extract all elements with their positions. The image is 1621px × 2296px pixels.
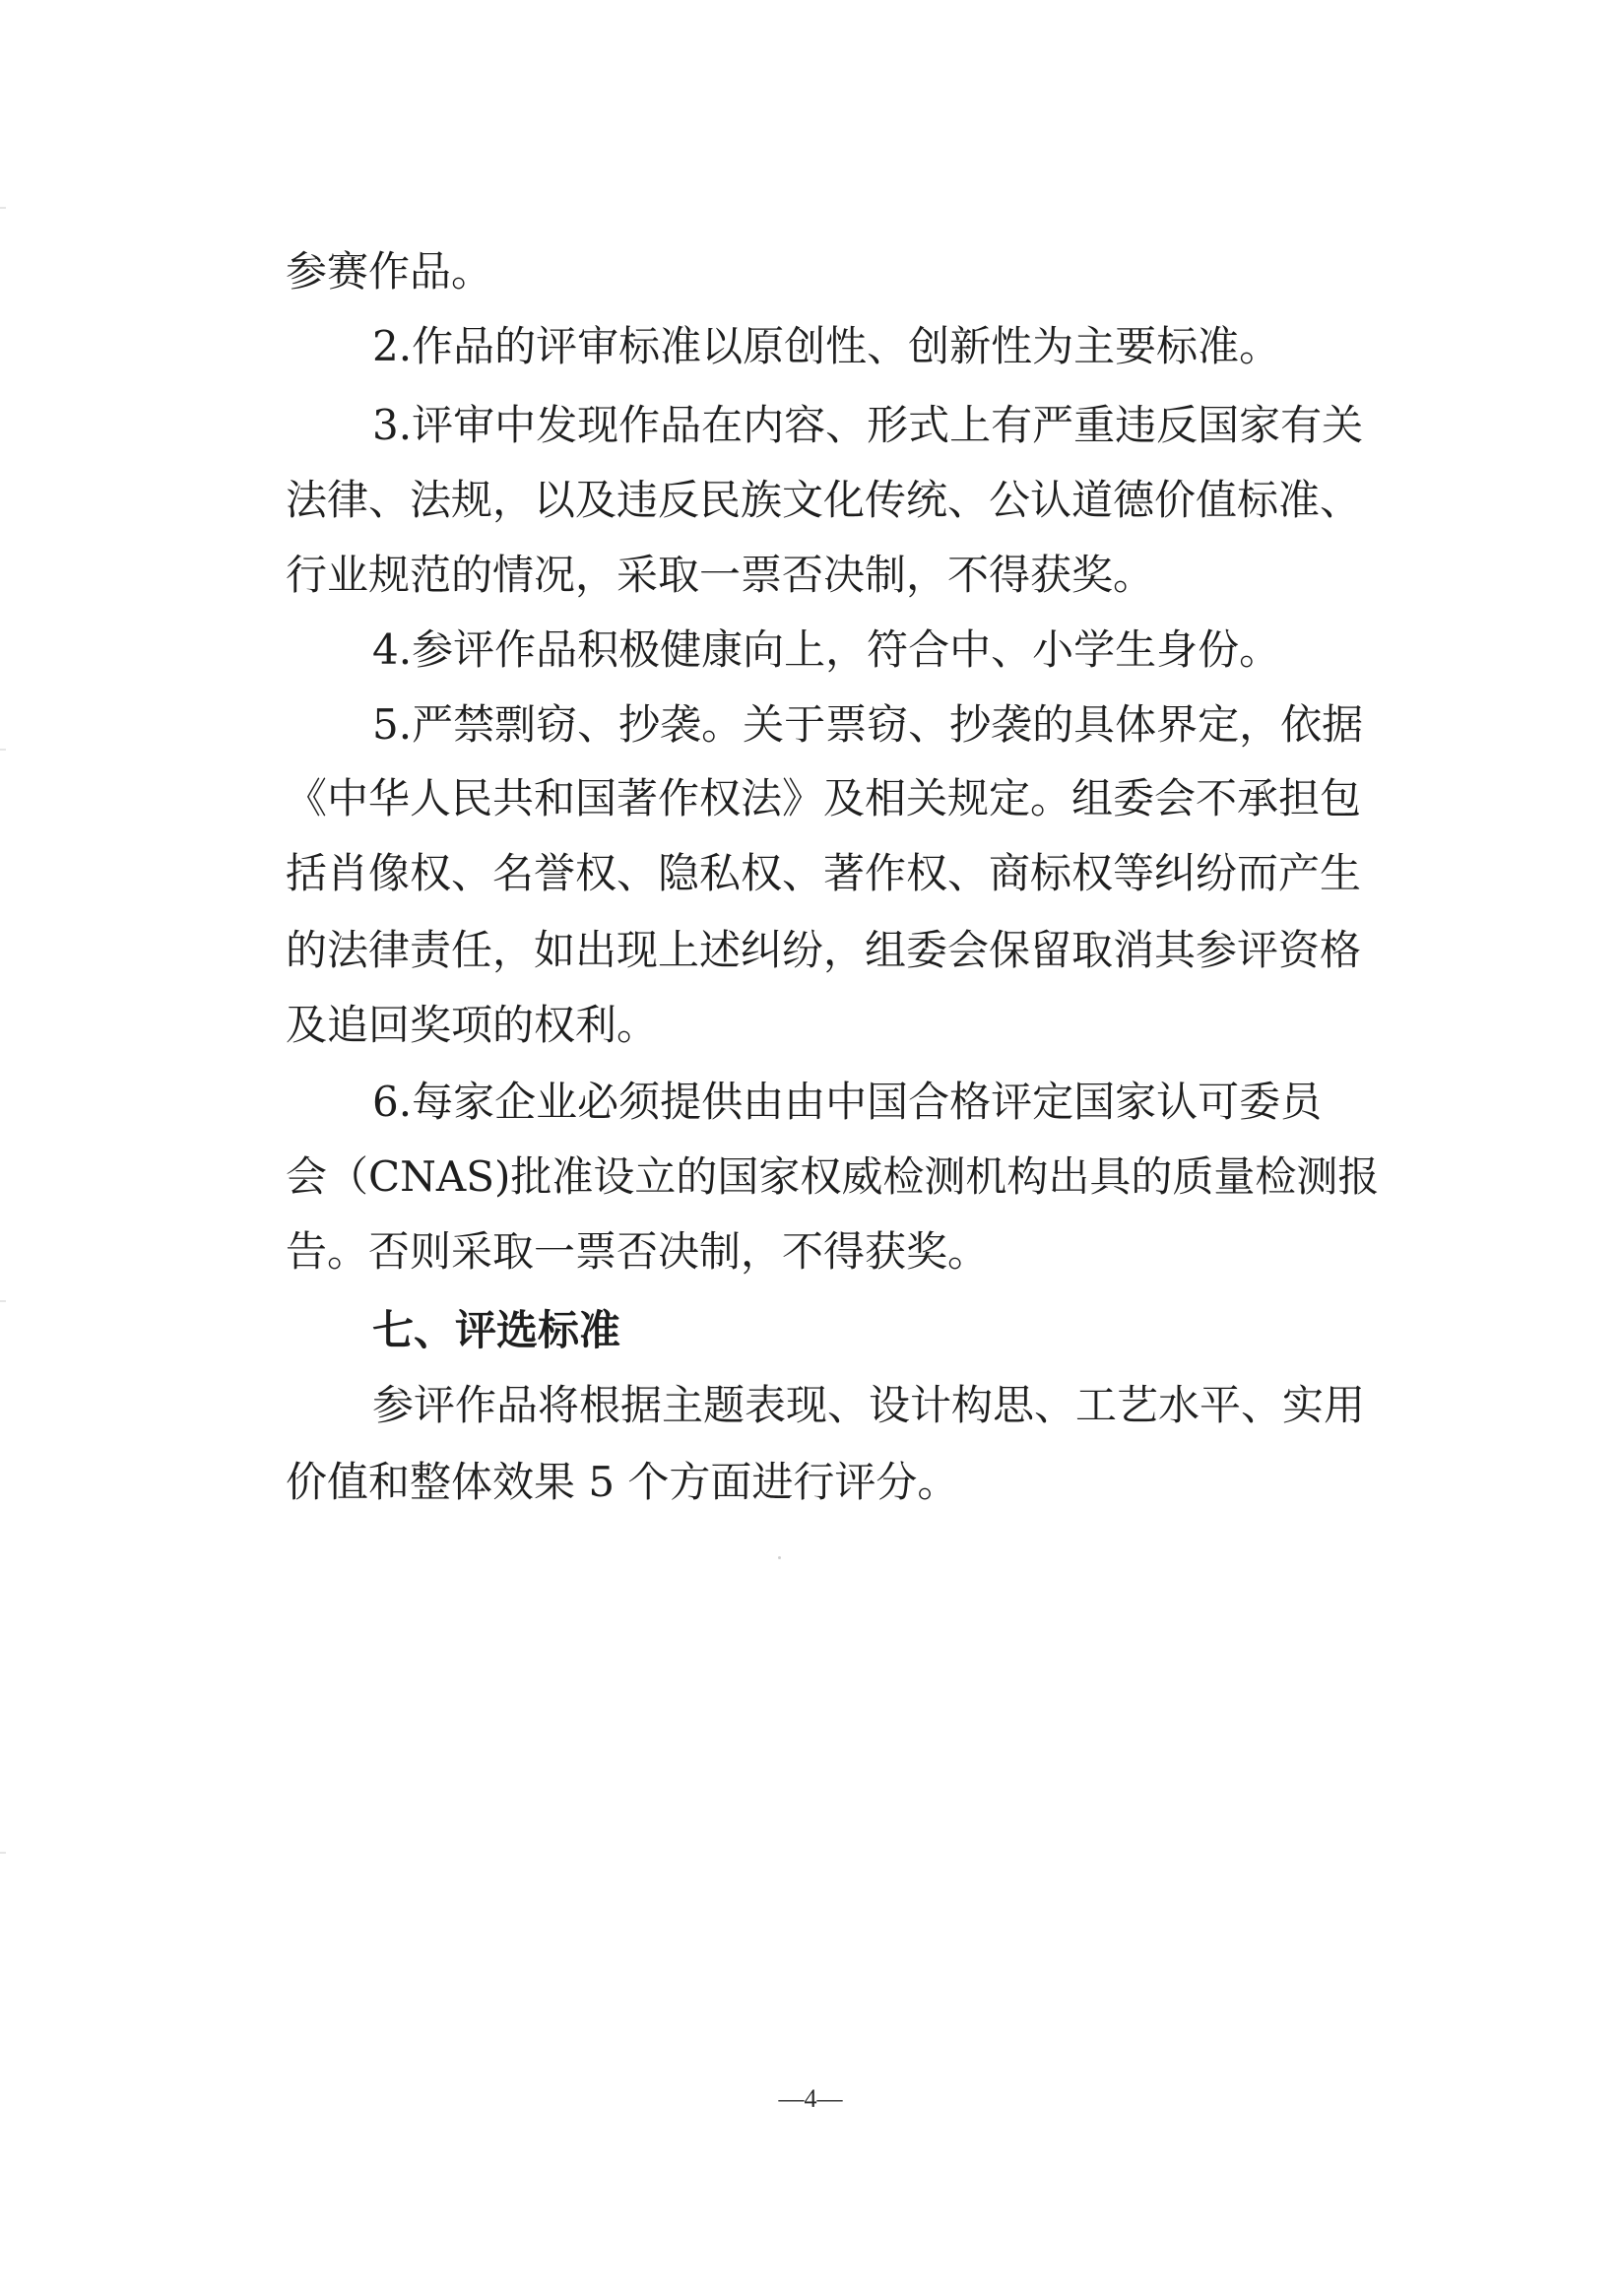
paragraph-line: 法律、法规，以及违反民族文化传统、公认道德价值标准、 bbox=[286, 476, 1362, 524]
paragraph-line: 6.每家企业必须提供由由中国合格评定国家认可委员 bbox=[372, 1078, 1323, 1126]
scan-edge-mark bbox=[0, 1300, 6, 1302]
paragraph-line: 2.作品的评审标准以原创性、创新性为主要标准。 bbox=[372, 322, 1281, 370]
paragraph-line: 3.评审中发现作品在内容、形式上有严重违反国家有关 bbox=[372, 401, 1364, 449]
scan-edge-mark bbox=[0, 207, 6, 209]
scan-speck bbox=[778, 1556, 781, 1559]
paragraph-line: 《中华人民共和国著作权法》及相关规定。组委会不承担包 bbox=[286, 774, 1362, 822]
paragraph-line: 及追回奖项的权利。 bbox=[286, 1001, 659, 1049]
paragraph-line: 括肖像权、名誉权、隐私权、著作权、商标权等纠纷而产生 bbox=[286, 849, 1362, 897]
scan-edge-mark bbox=[0, 749, 6, 751]
paragraph-line: 参评作品将根据主题表现、设计构思、工艺水平、实用 bbox=[372, 1381, 1366, 1429]
section-heading: 七、评选标准 bbox=[372, 1306, 621, 1354]
scan-edge-mark bbox=[0, 1852, 6, 1854]
paragraph-line: 5.严禁剽窃、抄袭。关于票窃、抄袭的具体界定，依据 bbox=[372, 700, 1364, 749]
paragraph-line: 告。否则采取一票否决制，不得获奖。 bbox=[286, 1227, 990, 1276]
page-number: —4— bbox=[778, 2084, 843, 2113]
paragraph-line: 行业规范的情况，采取一票否决制，不得获奖。 bbox=[286, 551, 1155, 599]
paragraph-line: 参赛作品。 bbox=[286, 247, 493, 295]
paragraph-line: 价值和整体效果 5 个方面进行评分。 bbox=[286, 1458, 959, 1506]
paragraph-line: 的法律责任，如出现上述纠纷，组委会保留取消其参评资格 bbox=[286, 926, 1362, 974]
paragraph-line: 会（CNAS)批准设立的国家权威检测机构出具的质量检测报 bbox=[286, 1152, 1380, 1201]
paragraph-line: 4.参评作品积极健康向上，符合中、小学生身份。 bbox=[372, 625, 1281, 674]
